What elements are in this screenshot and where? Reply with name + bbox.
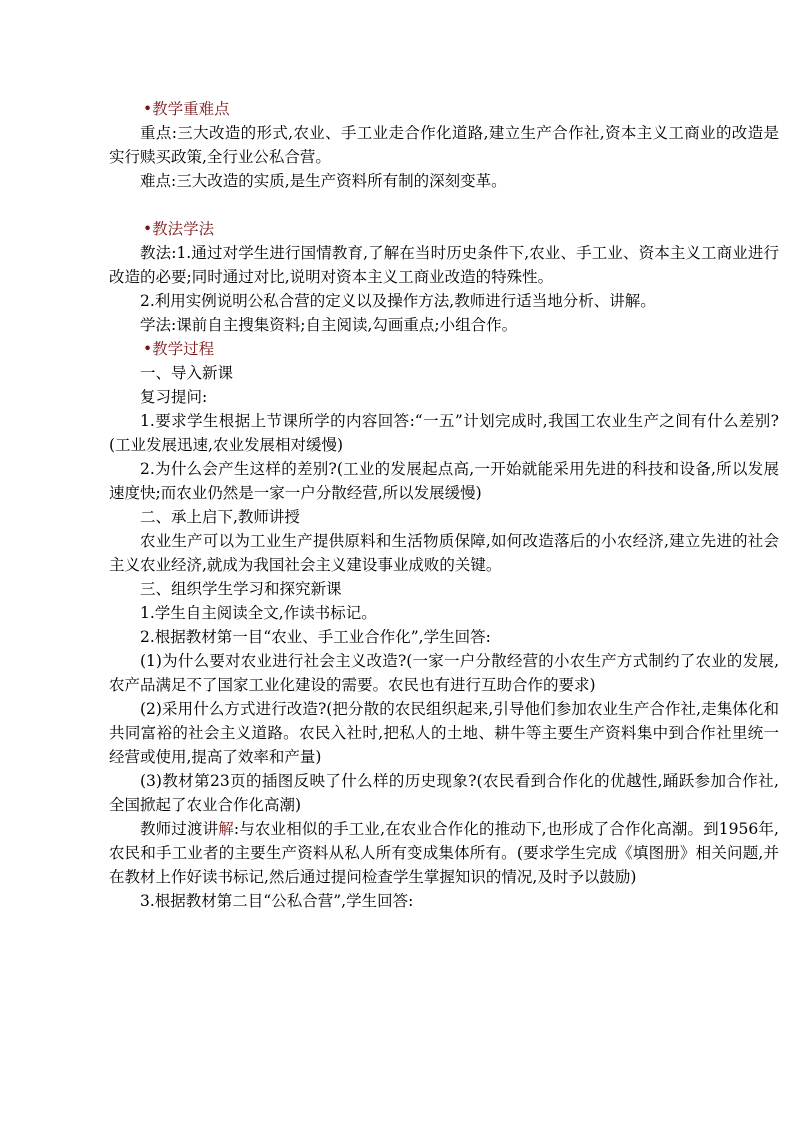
document-page (109, 97, 779, 913)
key-points-paragraph: 重点:三大改造的形式,农业、手工业走合作化道路,建立生产合作社,资本主义工商业的改造是实行赎买政策,全行业公私合营。 (109, 124, 779, 166)
review-label: 复习提问: (140, 388, 208, 406)
study-step-3: 3.根据教材第二目“公私合营”,学生回答: (140, 892, 414, 910)
hard-points-paragraph: 难点:三大改造的实质,是生产资料所有制的深刻变革。 (140, 172, 507, 190)
teach-method-2: 2.利用实例说明公私合营的定义以及操作方法,教师进行适当地分析、讲解。 (140, 292, 656, 310)
heading-methods: •教法学法 (143, 220, 215, 238)
study-step-2c: (3)教材第23页的插图反映了什么样的历史现象?(农民看到合作化的优越性,踊跃参加合作社,全国掀起了农业合作化高潮) (109, 772, 779, 814)
study-step-2: 2.根据教材第一目“农业、手工业合作化”,学生回答: (140, 628, 491, 646)
question-2: 2.为什么会产生这样的差别?(工业的发展起点高,一开始就能采用先进的科技和设备,所以发展速度快;而农业仍然是一家一户分散经营,所以发展缓慢) (109, 460, 779, 502)
teach-method-1: 教法:1.通过对学生进行国情教育,了解在当时历史条件下,农业、手工业、资本主义工商业进行改造的必要;同时通过对比,说明对资本主义工商业改造的特殊性。 (109, 244, 779, 286)
question-1: 1.要求学生根据上节课所学的内容回答:“一五”计划完成时,我国工农业生产之间有什么差别?(工业发展迅速,农业发展相对缓慢) (109, 412, 779, 454)
step2-text: 农业生产可以为工业生产提供原料和生活物质保障,如何改造落后的小农经济,建立先进的社会主义农业经济,就成为我国社会主义建设事业成败的关键。 (109, 532, 779, 574)
learn-method: 学法:课前自主搜集资料;自主阅读,勾画重点;小组合作。 (140, 316, 518, 334)
step1-title: 一、导入新课 (140, 364, 234, 382)
heading-difficulty: •教学重难点 (143, 100, 230, 118)
teacher-transition (109, 817, 779, 889)
transition-prefix: 教师过渡讲 (140, 820, 219, 838)
study-step-2b: (2)采用什么方式进行改造?(把分散的农民组织起来,引导他们参加农业生产合作社,走集体化和共同富裕的社会主义道路。农民入社时,把私人的土地、耕牛等主要生产资料集中到合作社里统一经营或使用,提高了效率和产量) (109, 700, 779, 766)
study-step-1: 1.学生自主阅读全文,作读书标记。 (140, 604, 377, 622)
step2-title: 二、承上启下,教师讲授 (140, 508, 300, 526)
section-gap (109, 193, 779, 217)
transition-rest: :与农业相似的手工业,在农业合作化的推动下,也形成了合作化高潮。到1956年,农民和手工业者的主要生产资料从私人所有变成集体所有。(要求学生完成《填图册》相关问题,并在教材上作好读书标记,然后通过提问检查学生掌握知识的情况,及时予以鼓励) (109, 820, 779, 886)
heading-process: •教学过程 (143, 340, 215, 358)
transition-accent: 解 (218, 820, 234, 838)
step3-title: 三、组织学生学习和探究新课 (140, 580, 342, 598)
study-step-2a: (1)为什么要对农业进行社会主义改造?(一家一户分散经营的小农生产方式制约了农业的发展,农产品满足不了国家工业化建设的需要。农民也有进行互助合作的要求) (109, 652, 779, 694)
